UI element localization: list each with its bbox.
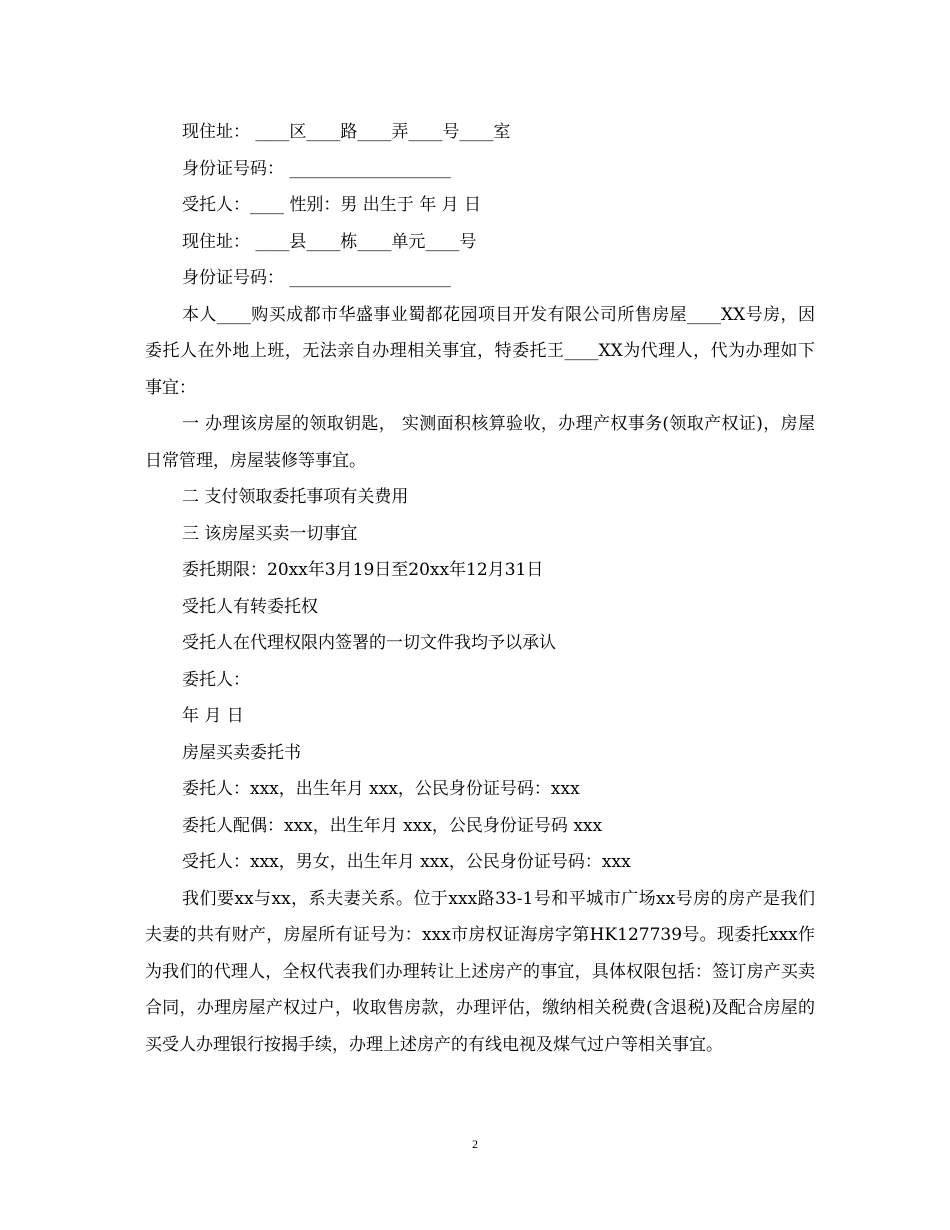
text-line-address-1: 现住址： ____区____路____弄____号____室 xyxy=(182,122,511,142)
page-number: 2 xyxy=(472,1137,478,1151)
text-line-acknowledgement: 受托人在代理权限内签署的一切文件我均予以承认 xyxy=(182,633,556,653)
text-line-period: 委托期限：20xx年3月19日至20xx年12月31日 xyxy=(182,560,544,580)
text-line-item-two: 二 支付领取委托事项有关费用 xyxy=(182,487,409,507)
text-line-principal-signature: 委托人： xyxy=(182,669,250,690)
text-line-agent: 受托人：xxx，男女，出生年月 xxx，公民身份证号码：xxx xyxy=(182,852,631,872)
text-line-subdelegation: 受托人有转委托权 xyxy=(182,596,318,617)
text-line-item-three: 三 该房屋买卖一切事宜 xyxy=(182,523,358,544)
text-line-spouse: 委托人配偶：xxx，出生年月 xxx，公民身份证号码 xxx xyxy=(182,815,603,836)
text-line-id-number-2: 身份证号码： ___________________ xyxy=(182,268,451,288)
text-line-principal: 委托人：xxx，出生年月 xxx，公民身份证号码：xxx xyxy=(182,779,580,799)
paragraph-authorization: 我们要xx与xx，系夫妻关系。位于xxx路33-1号和平城市广场xx号房的房产是我们夫妻的共有财产，房屋所有证号为：xxx市房权证海房字第HK127739号。现委托xxx作为我们的代理人，全权代表我们办理转让上述房产的事宜，具体权限包括：签订房产买卖合同，办理房屋产权过户，收取售房款，办理评估，缴纳相关税费(含退税)及配合房屋的买受人办理银行按揭手续，办理上述房产的有线电视及煤气过户等相关事宜。 xyxy=(145,888,815,1055)
text-line-address-2: 现住址： ____县____栋____单元____号 xyxy=(182,231,477,252)
text-line-id-number-1: 身份证号码： ___________________ xyxy=(182,158,451,179)
text-line-date: 年 月 日 xyxy=(182,706,244,726)
paragraph-purchase: 本人____购买成都市华盛事业蜀都花园项目开发有限公司所售房屋____XX号房，因委托人在外地上班，无法亲自办理相关事宜，特委托王____XX为代理人，代为办理如下事宜： xyxy=(145,304,815,398)
paragraph-item-one: 一 办理该房屋的领取钥匙， 实测面积核算验收，办理产权事务(领取产权证)，房屋日常管理，房屋装修等事宜。 xyxy=(145,414,815,471)
document-body xyxy=(145,114,815,1063)
text-line-agent-info: 受托人：____ 性别：男 出生于 年 月 日 xyxy=(182,195,482,215)
section-title: 房屋买卖委托书 xyxy=(182,742,301,763)
